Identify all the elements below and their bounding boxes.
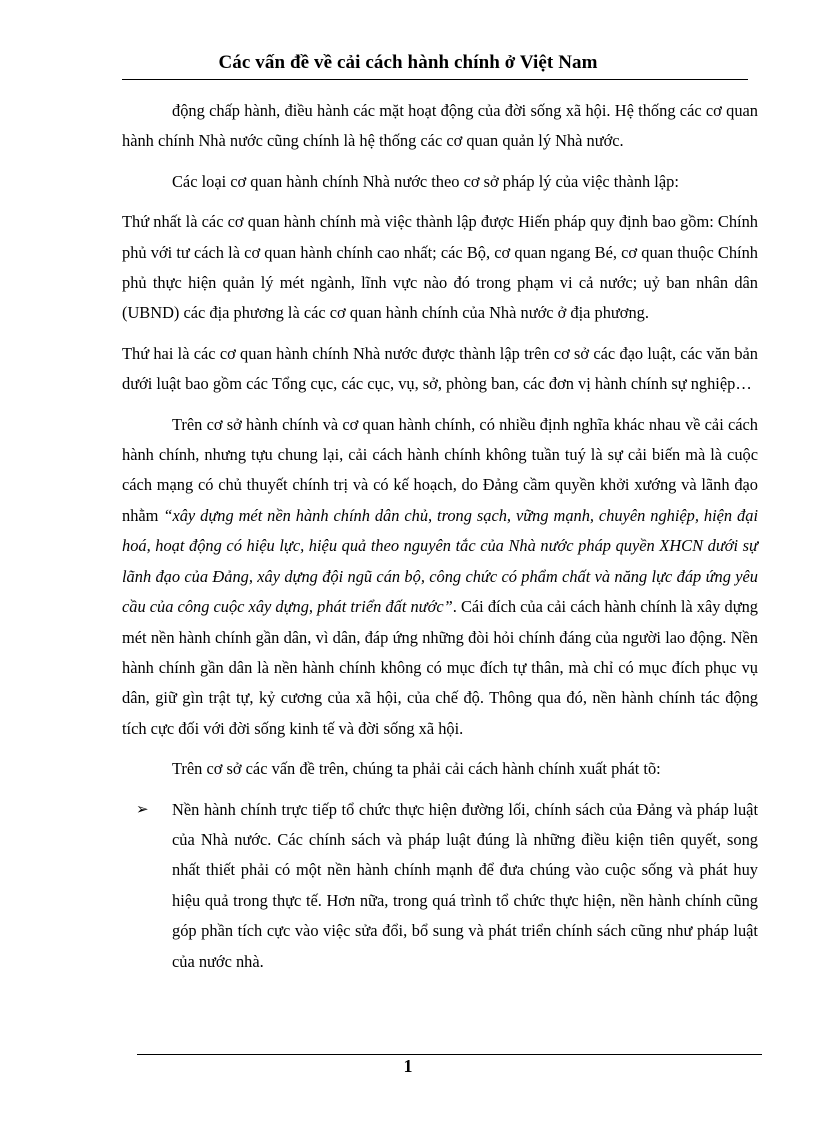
paragraph-1: động chấp hành, điều hành các mặt hoạt động của đời sống xã hội. Hệ thống các cơ quan hành chính Nhà nước cũng chính là hệ thống các cơ quan quản lý Nhà nước. bbox=[122, 101, 758, 151]
page-header-title: Các vấn đề về cải cách hành chính ở Việt Nam bbox=[218, 52, 598, 73]
paragraph-5 bbox=[122, 410, 758, 744]
document-body bbox=[122, 96, 758, 977]
page-number: 1 bbox=[403, 1056, 413, 1076]
paragraph-4: Thứ hai là các cơ quan hành chính Nhà nước được thành lập trên cơ sở các đạo luật, các văn bản dưới luật bao gồm các Tổng cục, các cục, vụ, sở, phòng ban, các đơn vị hành chính sự nghiệp… bbox=[122, 343, 758, 394]
paragraph-5-text-before: Trên cơ sở hành chính và cơ quan hành chính, có nhiều định nghĩa khác nhau về cải cách hành chính, nhưng tựu chung lại, cải cách hành chính không tuần tuý là sự cải biến mà là cuộc cách mạng có chủ thuyết chính trị và có kế hoạch, do Đảng cầm quyền khởi xướng và lãnh đạo nhằm bbox=[122, 414, 758, 525]
bullet-item-1 bbox=[122, 795, 758, 977]
bullet-item-1-text: Nền hành chính trực tiếp tổ chức thực hiện đường lối, chính sách của Đảng và pháp luật của Nhà nước. Các chính sách và pháp luật đúng là những điều kiện tiên quyết, song nhất thiết phải có một nền hành chính mạnh để đưa chúng vào cuộc sống và phát huy hiệu quả trong thực tế. Hơn nữa, trong quá trình tổ chức thực hiện, nền hành chính cũng góp phần tích cực vào việc sửa đổi, bổ sung và phát triển chính sách cũng như pháp luật của nước nhà. bbox=[172, 799, 758, 971]
arrow-bullet-icon: ➢ bbox=[136, 801, 149, 818]
paragraph-2: Các loại cơ quan hành chính Nhà nước theo cơ sở pháp lý của việc thành lập: bbox=[172, 171, 679, 191]
header-divider bbox=[122, 79, 748, 80]
paragraph-5-text-after: . Cái đích của cải cách hành chính là xây dựng mét nền hành chính gần dân, vì dân, đáp ứng những đòi hỏi chính đáng của người lao động. Nền hành chính gần dân là nền hành chính không có mục đích tự thân, mà chỉ có mục đích phục vụ dân, giữ gìn trật tự, kỷ cương của xã hội, của chế độ. Thông qua đó, nền hành chính tác động tích cực đối với đời sống kinh tế và đời sống xã hội. bbox=[122, 597, 758, 738]
paragraph-5-quote: “xây dựng mét nền hành chính dân chủ, trong sạch, vững mạnh, chuyên nghiệp, hiện đại hoá, hoạt động có hiệu lực, hiệu quả theo nguyên tắc của Nhà nước pháp quyền XHCN dưới sự lãnh đạo của Đảng, xây dựng đội ngũ cán bộ, công chức có phẩm chất và năng lực đáp ứng yêu cầu của công cuộc xây dựng, phát triển đất nước” bbox=[122, 505, 758, 617]
paragraph-3: Thứ nhất là các cơ quan hành chính mà việc thành lập được Hiến pháp quy định bao gồm: Chính phủ với tư cách là cơ quan hành chính cao nhất; các Bộ, cơ quan ngang Bé, cơ quan thuộc Chính phủ thực hiện quản lý mét ngành, lĩnh vực nào đó trong phạm vi cả nước; uỷ ban nhân dân (UBND) các địa phương là các cơ quan hành chính của Nhà nước ở địa phương. bbox=[122, 212, 758, 323]
footer-divider bbox=[137, 1054, 762, 1055]
paragraph-6: Trên cơ sở các vấn đề trên, chúng ta phải cải cách hành chính xuất phát tõ: bbox=[172, 759, 661, 779]
